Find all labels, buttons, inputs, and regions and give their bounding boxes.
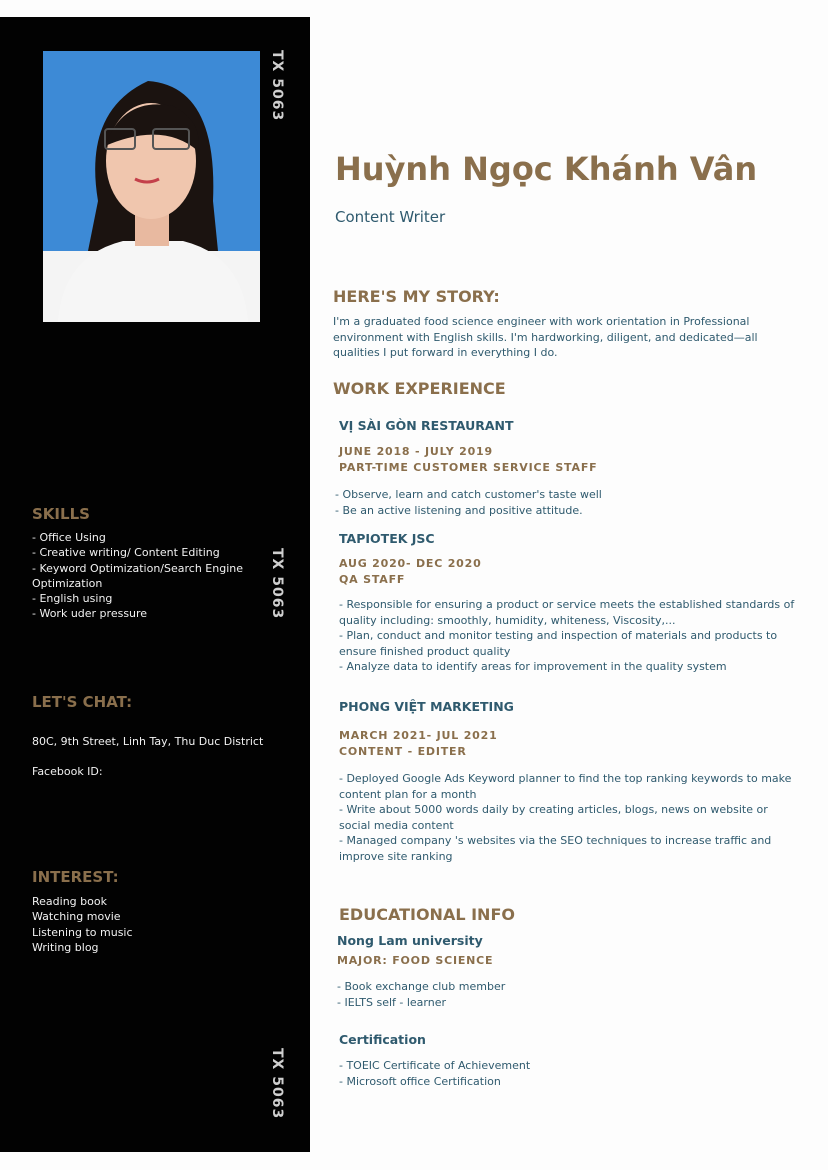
skill-item: - English using <box>32 592 113 606</box>
film-label: TX 5063 <box>269 50 285 122</box>
film-label: TX 5063 <box>269 1048 285 1120</box>
interest-item: Writing blog <box>32 940 99 954</box>
job-bullet: - Managed company 's websites via the SEO techniques to increase traffic and improve site ranking <box>339 834 772 863</box>
job-bullets <box>339 597 799 675</box>
interest-heading: INTEREST: <box>32 868 119 886</box>
education-heading: EDUCATIONAL INFO <box>339 905 515 924</box>
school-name: Nong Lam university <box>337 933 483 948</box>
education-bullet: - IELTS self - learner <box>337 995 447 1009</box>
chat-heading: LET'S CHAT: <box>32 693 133 711</box>
job-meta <box>339 444 597 475</box>
film-label: TX 5063 <box>269 548 285 620</box>
education-bullets <box>337 979 797 1010</box>
candidate-role: Content Writer <box>335 208 446 226</box>
skills-heading: SKILLS <box>32 505 90 523</box>
job-bullet: - Deployed Google Ads Keyword planner to find the top ranking keywords to make content plan for a month <box>339 772 792 801</box>
story-heading: HERE'S MY STORY: <box>333 287 500 306</box>
company-name: TAPIOTEK JSC <box>339 531 435 546</box>
interest-item: Listening to music <box>32 925 133 939</box>
certification-heading: Certification <box>339 1032 426 1047</box>
certification-item: - TOEIC Certificate of Achievement <box>339 1059 531 1072</box>
company-name: PHONG VIỆT MARKETING <box>339 699 514 714</box>
job-bullets <box>335 487 795 518</box>
company-name: VỊ SÀI GÒN RESTAURANT <box>339 418 514 433</box>
education-bullet: - Book exchange club member <box>337 980 506 993</box>
skill-item: - Creative writing/ Content Editing <box>32 546 220 560</box>
job-bullet: - Responsible for ensuring a product or service meets the established standards of quality including: smoothly, humidity, whiteness, Viscosity,... <box>339 598 795 627</box>
job-position: PART-TIME CUSTOMER SERVICE STAFF <box>339 460 598 474</box>
skill-item: - Work uder pressure <box>32 607 148 621</box>
story-text: I'm a graduated food science engineer with work orientation in Professional environment with English skills. I'm hardworking, diligent, and dedicated—all qualities I put forward in everything I do. <box>333 315 758 359</box>
job-position: QA STAFF <box>339 572 406 586</box>
work-heading: WORK EXPERIENCE <box>333 379 506 398</box>
skills-list <box>32 530 282 622</box>
job-bullet: - Be an active listening and positive attitude. <box>335 503 583 517</box>
job-bullet: - Plan, conduct and monitor testing and inspection of materials and products to ensure finished product quality <box>339 629 778 658</box>
skill-item: - Office Using <box>32 531 106 544</box>
certification-list <box>339 1058 799 1089</box>
skill-item: - Keyword Optimization/Search Engine Optimization <box>32 561 244 590</box>
job-bullets <box>339 771 799 864</box>
job-meta <box>339 556 482 587</box>
job-meta <box>339 728 498 759</box>
interest-item: Watching movie <box>32 910 121 924</box>
interest-item: Reading book <box>32 895 107 908</box>
job-dates: AUG 2020- DEC 2020 <box>339 557 482 570</box>
job-dates: JUNE 2018 - JULY 2019 <box>339 445 493 458</box>
certification-item: - Microsoft office Certification <box>339 1074 501 1088</box>
profile-photo <box>43 51 260 322</box>
major: MAJOR: FOOD SCIENCE <box>337 954 494 967</box>
job-dates: MARCH 2021- JUL 2021 <box>339 729 498 742</box>
interest-list <box>32 894 282 955</box>
address: 80C, 9th Street, Linh Tay, Thu Duc District <box>32 735 264 748</box>
candidate-name: Huỳnh Ngọc Khánh Vân <box>335 150 758 188</box>
facebook-id: Facebook ID: <box>32 765 103 778</box>
job-bullet: - Observe, learn and catch customer's taste well <box>335 488 602 501</box>
job-bullet: - Write about 5000 words daily by creating articles, blogs, news on website or social media content <box>339 803 768 832</box>
job-position: CONTENT - EDITER <box>339 744 467 758</box>
job-bullet: - Analyze data to identify areas for improvement in the quality system <box>339 660 727 673</box>
